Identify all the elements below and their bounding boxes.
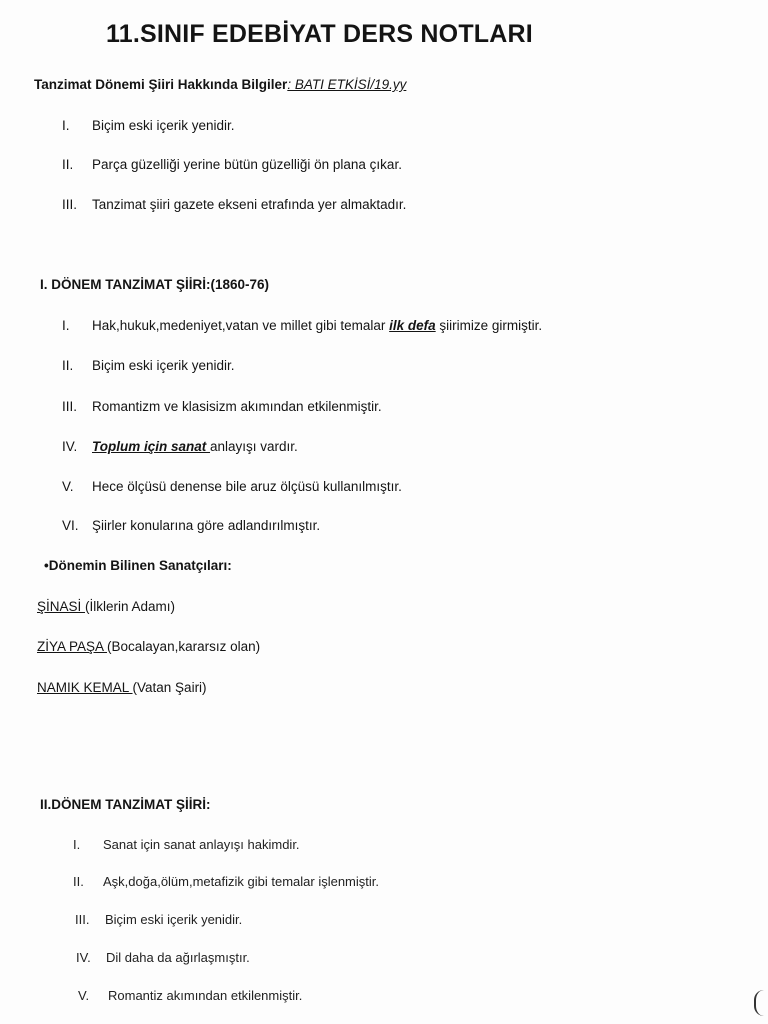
item-text-before: Hak,hukuk,medeniyet,vatan ve millet gibi temalar bbox=[92, 318, 390, 333]
item-text-before: Şiirler konularına göre adlandırılmıştır. bbox=[92, 518, 321, 533]
item-number: I. bbox=[62, 118, 70, 133]
page-title: 11.SINIF EDEBİYAT DERS NOTLARI bbox=[106, 20, 533, 48]
item-text-after: anlayışı vardır. bbox=[210, 439, 298, 454]
intro-heading-note: : BATI ETKİSİ/19.yy bbox=[287, 77, 407, 92]
artist-entry bbox=[37, 639, 260, 654]
period1-heading: I. DÖNEM TANZİMAT ŞİİRİ:(1860-76) bbox=[40, 277, 270, 292]
artist-entry bbox=[37, 599, 175, 614]
artist-name: ŞİNASİ bbox=[37, 599, 86, 614]
artist-desc: (İlklerin Adamı) bbox=[85, 599, 176, 614]
list-item bbox=[62, 479, 402, 494]
item-text-before: Hece ölçüsü denense bile aruz ölçüsü kullanılmıştır. bbox=[92, 479, 402, 494]
list-item bbox=[76, 950, 250, 965]
item-emphasis: ilk defa bbox=[389, 318, 436, 333]
artist-name: NAMIK KEMAL bbox=[37, 680, 133, 695]
item-text-before: Biçim eski içerik yenidir. bbox=[92, 358, 235, 373]
artist-desc: (Bocalayan,kararsız olan) bbox=[107, 639, 261, 654]
item-text: Aşk,doğa,ölüm,metafizik gibi temalar işlenmiştir. bbox=[103, 874, 379, 889]
artist-entry bbox=[37, 680, 207, 695]
item-number: II. bbox=[73, 874, 84, 889]
list-item bbox=[78, 988, 302, 1003]
list-item bbox=[75, 912, 242, 927]
item-text: Biçim eski içerik yenidir. bbox=[105, 912, 243, 927]
list-item bbox=[62, 439, 298, 454]
page-edge-mark bbox=[754, 990, 766, 1016]
list-item bbox=[62, 399, 382, 414]
list-item bbox=[73, 874, 379, 889]
item-number: II. bbox=[62, 358, 74, 373]
item-text-after: şiirimize girmiştir. bbox=[435, 318, 543, 333]
item-number: III. bbox=[62, 197, 78, 212]
item-number: VI. bbox=[62, 518, 79, 533]
intro-heading-text: Tanzimat Dönemi Şiiri Hakkında Bilgiler bbox=[34, 77, 288, 92]
item-number: IV. bbox=[76, 950, 91, 965]
artists-heading-text: Dönemin Bilinen Sanatçıları: bbox=[48, 558, 232, 573]
item-text: Tanzimat şiiri gazete ekseni etrafında yer almaktadır. bbox=[92, 197, 407, 212]
list-item bbox=[62, 318, 542, 333]
list-item bbox=[62, 118, 235, 133]
item-number: I. bbox=[73, 837, 81, 852]
intro-heading bbox=[34, 77, 406, 92]
item-text: Sanat için sanat anlayışı hakimdir. bbox=[103, 837, 300, 852]
item-number: III. bbox=[62, 399, 78, 414]
item-number: V. bbox=[62, 479, 74, 494]
item-text: Dil daha da ağırlaşmıştır. bbox=[106, 950, 250, 965]
item-text: Romantiz akımından etkilenmiştir. bbox=[108, 988, 303, 1003]
item-text: Parça güzelliği yerine bütün güzelliği ön plana çıkar. bbox=[92, 157, 402, 172]
item-number: V. bbox=[78, 988, 90, 1003]
item-number: IV. bbox=[62, 439, 78, 454]
artist-name: ZİYA PAŞA bbox=[37, 639, 108, 654]
list-item bbox=[62, 358, 235, 373]
period2-heading: II.DÖNEM TANZİMAT ŞİİRİ: bbox=[40, 797, 211, 812]
artists-heading bbox=[44, 558, 232, 573]
bullet-icon: • bbox=[44, 558, 49, 573]
item-number: III. bbox=[75, 912, 90, 927]
item-emphasis: Toplum için sanat bbox=[92, 439, 211, 454]
list-item bbox=[62, 197, 406, 212]
item-number: II. bbox=[62, 157, 74, 172]
item-number: I. bbox=[62, 318, 70, 333]
list-item bbox=[62, 518, 320, 533]
item-text: Biçim eski içerik yenidir. bbox=[92, 118, 235, 133]
list-item bbox=[62, 157, 402, 172]
artist-desc: (Vatan Şairi) bbox=[132, 680, 207, 695]
item-text-before: Romantizm ve klasisizm akımından etkilenmiştir. bbox=[92, 399, 382, 414]
list-item bbox=[73, 837, 300, 852]
